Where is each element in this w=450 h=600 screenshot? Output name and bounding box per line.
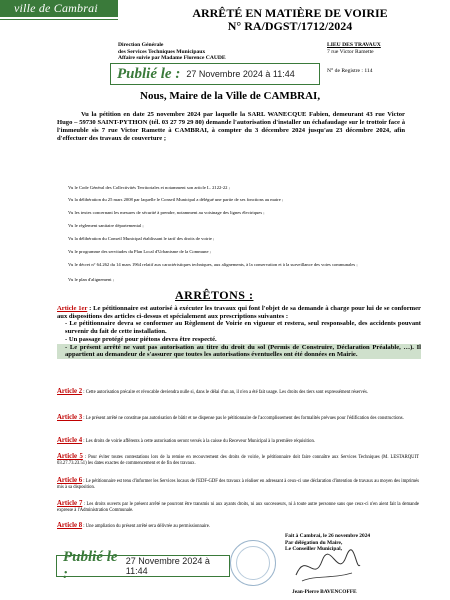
article-text: : Le présent arrêté ne constitue pas autorisation de bâtir et ne dispense pas le pétitionnaire de l'accomplissement des formalités prévues pour l'édification des constructions. [82, 416, 404, 421]
article-label: Article 4 [57, 437, 83, 444]
handwritten-signature [292, 545, 362, 587]
direction-line: Affaire suivie par Madame Florence CAUDE [118, 55, 226, 61]
visa-item: Vu le plan d'alignement ; [68, 277, 114, 282]
direction-block [118, 42, 226, 62]
article-text: : Le pétitionnaire est tenu d'informer les Services locaux de l'EDF-GDF des travaux à réaliser en adressant à ceux-ci une déclaration d'intention de travaux au moyen des imprimés mis à sa disposition. [57, 479, 419, 490]
publication-stamp [110, 63, 320, 85]
publication-stamp-bottom [56, 549, 230, 582]
petition-paragraph: Vu la pétition en date 25 novembre 2024 par laquelle la SARL WANECQUE Fabien, demeurant 43 rue Victor Hugo – 59730 SAINT-PYTHON (tél. 03 27 79 29 80) demande l'autorisation d'installer un échafaudage sur le trottoir face à l'immeuble sis 7 rue Victor Ramette à CAMBRAI, à compter du 3 décembre 2024 jusqu'au 23 décembre 2024, afin d'effectuer des travaux de couverture ; [57, 111, 405, 143]
article-2 [57, 389, 419, 396]
article-1-text: : Le pétitionnaire est autorisé à exécuter les travaux qui font l'objet de sa demande à charge pour lui de se conformer aux dispositions des articles ci-dessus et spécialement aux prescriptions suivantes : [57, 305, 421, 320]
article-1 [57, 305, 421, 359]
nous-heading: Nous, Maire de la Ville de CAMBRAI, [140, 90, 321, 102]
visa-item: Vu le règlement sanitaire départemental ; [68, 223, 144, 228]
official-seal-inner [236, 546, 270, 580]
signature-line: Fait à Cambrai, le 26 novembre 2024 [285, 533, 371, 539]
article-text: : Les droits ouverts par le présent arrêté ne pourront être transmis ni aux ayants droits, ni aux successeurs, ni à toute autre personne sans que ceux-ci n'en aient fait la demande expresse à l'Administration Communale. [57, 502, 419, 513]
article-label: Article 6 [57, 477, 83, 484]
article-8 [57, 523, 277, 530]
article-1-label: Article 1er [57, 305, 88, 312]
article-text: : Cette autorisation précaire et révocable deviendra nulle si, dans le délai d'un an, il n'en a été fait usage. Les droits des tiers sont expressément réservés. [82, 390, 368, 395]
article-label: Article 3 [57, 414, 83, 421]
signatory-name: Jean-Pierre BAVENCOFFE [292, 589, 357, 595]
direction-line: Direction Générale [118, 42, 164, 48]
visa-item: Vu le programme des servitudes du Plan Local d'Urbanisme de la Commune ; [68, 249, 211, 254]
signature-line: Le Conseiller Municipal, [285, 546, 342, 552]
article-4 [57, 438, 419, 445]
article-1-prescription: - Un passage protégé pour piétons devra être respecté. [65, 335, 217, 343]
lieu-value: 7 rue Victor Ramette [327, 48, 374, 55]
logo-text: ville de Cambrai [14, 1, 98, 15]
stamp-label: Publié le : [63, 549, 118, 582]
document-title [165, 7, 415, 33]
article-text: : Pour éviter toutes contestations lors de la remise en recouvrement des droits de voirie, le pétitionnaire doit faire connaître aux Services Techniques (M. LESTARQUIT 03.27.73.23.51) les dates exactes de commencement et de fin des travaux. [57, 455, 419, 466]
city-logo [0, 0, 118, 17]
title-line1: ARRÊTÉ EN MATIÈRE DE VOIRIE [192, 6, 388, 20]
lieu-block [327, 42, 381, 55]
article-label: Article 2 [57, 388, 83, 395]
article-3 [57, 415, 419, 422]
article-7 [57, 501, 419, 514]
arretons-heading: ARRÊTONS : [175, 288, 254, 302]
article-label: Article 8 [57, 522, 83, 529]
logo-divider [0, 19, 118, 20]
article-label: Article 5 [57, 453, 83, 460]
stamp-date: 27 Novembre 2024 à 11:44 [186, 69, 295, 79]
visa-item: Vu le décret n° 64.262 du 14 mars 1964 relatif aux caractéristiques techniques, aux alignements, à la conservation et à la surveillance des voies communales ; [68, 262, 358, 267]
article-1-highlight: - Le présent arrêté ne vaut pas autorisation au titre du droit du sol (Permis de Construire, Déclaration Préalable, …). Il appartient au demandeur de s'assurer que toutes les autorisations éventuelles ont été données en Mairie. [57, 344, 421, 359]
visa-item: Vu les textes concernant les mesures de sécurité à prendre, notamment au voisinage des lignes électriques ; [68, 210, 265, 215]
article-text: : Une ampliation du présent arrêté sera délivrée au permissionnaire. [82, 524, 211, 529]
title-number: N° RA/DGST/1712/2024 [227, 19, 353, 33]
article-6 [57, 478, 419, 491]
article-1-prescription: - Le pétitionnaire devra se conformer au Règlement de Voirie en vigueur et restera, seul responsable, des accidents pouvant survenir du fait de cette installation. [65, 320, 421, 336]
visa-item: Vu la délibération du 25 mars 2008 par laquelle le Conseil Municipal a délégué une partie de ses fonctions au maire ; [68, 197, 284, 202]
signature-line: Par délégation du Maire, [285, 539, 343, 546]
registre-number: N° de Registre : 114 [327, 68, 373, 74]
article-label: Article 7 [57, 500, 83, 507]
article-5 [57, 454, 419, 467]
visa-item: Vu la délibération du Conseil Municipal établissant le tarif des droits de voirie ; [68, 236, 215, 241]
lieu-label: LIEU DES TRAVAUX [327, 42, 381, 48]
direction-line: des Services Techniques Municipaux [118, 48, 206, 55]
stamp-label: Publié le : [117, 65, 181, 82]
visa-item: Vu le Code Général des Collectivités Territoriales et notamment son article L. 2122-22 ; [68, 185, 230, 190]
article-text: : Les droits de voirie afférents à cette autorisation seront versés à la caisse du Receveur Municipal à la première réquisition. [82, 439, 316, 444]
stamp-date: 27 Novembre 2024 à 11:44 [125, 556, 210, 576]
